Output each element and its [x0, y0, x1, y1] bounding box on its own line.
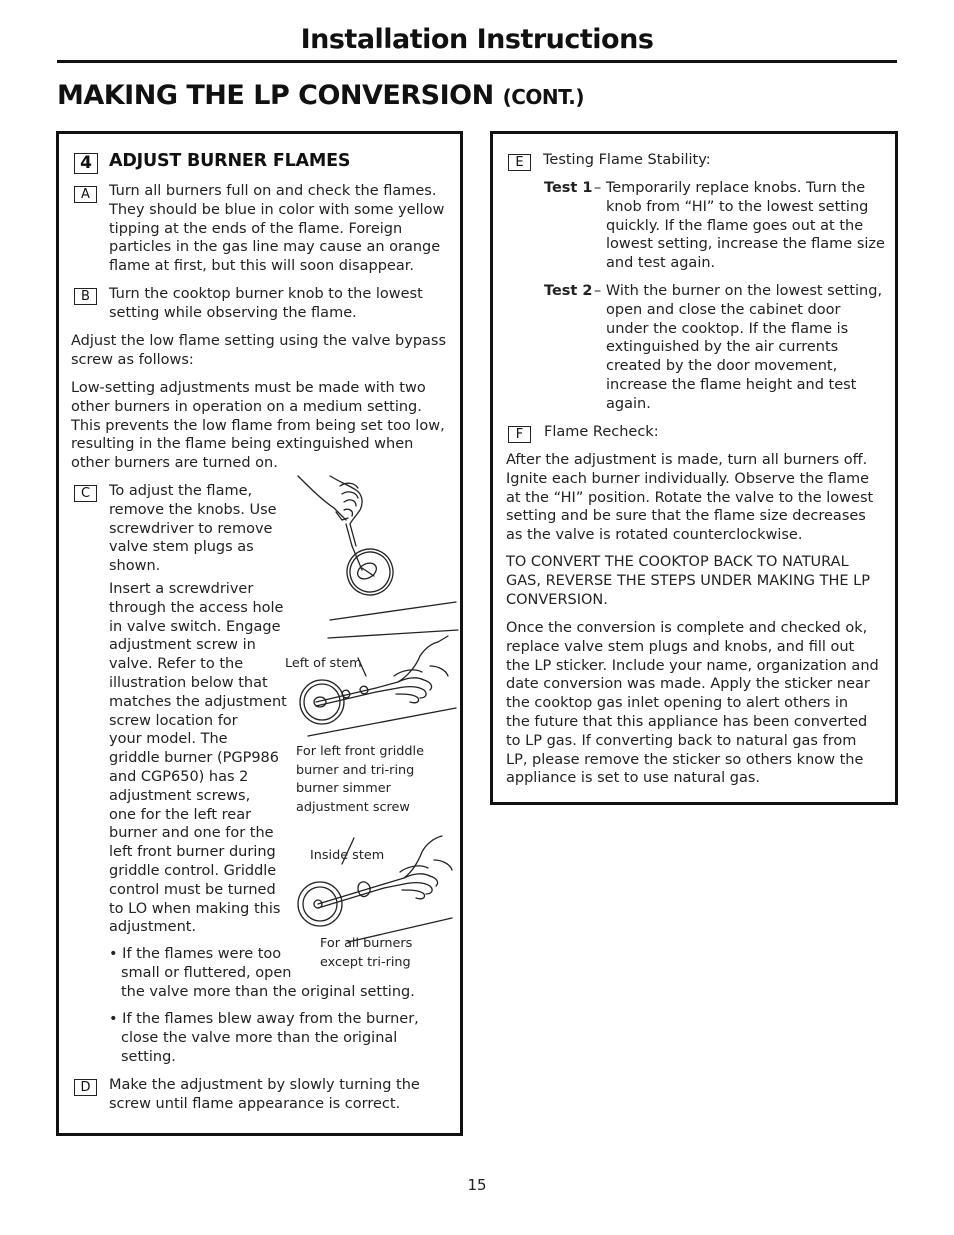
step-number-box: 4 [74, 153, 98, 174]
step-title: ADJUST BURNER FLAMES [109, 151, 351, 171]
label-inside-stem: Inside stem [310, 848, 385, 863]
bullet-flames-blew-away: • If the flames blew away from the burner, close the valve more than the original setting. [109, 1011, 419, 1065]
caption-all-burners: For all burners except tri-ring [320, 936, 413, 970]
left-of-stem-illustration [298, 636, 458, 741]
inside-stem-illustration [292, 832, 454, 944]
page-header-title: Installation Instructions [300, 24, 654, 55]
step-b-text: Turn the cooktop burner knob to the lowest setting while observing the flame. [109, 286, 423, 321]
step-label-a: A [74, 186, 97, 203]
step-label-e: E [508, 154, 531, 171]
test-2-text: – With the burner on the lowest setting, open and close the cabinet door under the cooktop. If the flame is extinguished by the air currents created by the door movement, increase the flame height and test again. [594, 283, 883, 412]
test-1-text: – Temporarily replace knobs. Turn the knob from “HI” to the lowest setting quickly. If the flame goes out at the lowest setting, increase the flame size and test again. [594, 180, 885, 272]
step-c-text-2: Insert a screwdriver through the access hole in valve switch. Engage adjustment screw in valve. Refer to the illustration below that matches the adjustment screw location for your model. The griddle burner (PGP986 and CGP650) has 2 adjustment screws, one for the left rear burner and one for the left front burner during griddle control. Griddle control must be turned to LO when making this adjustment. [109, 581, 287, 936]
step-e-text: Testing Flame Stability: [543, 152, 711, 168]
bullet-flames-too-small: • If the flames were too small or fluttered, open the valve more than the original setting. [109, 946, 415, 1000]
step-d-text: Make the adjustment by slowly turning the screw until flame appearance is correct. [109, 1077, 420, 1112]
step-label-d: D [74, 1079, 97, 1096]
section-title-main: MAKING THE LP CONVERSION [57, 80, 494, 111]
left-paragraph-2: Low-setting adjustments must be made with two other burners in operation on a medium setting. This prevents the low flame from being set too low, resulting in the flame being extinguished when other burners are turned on. [71, 380, 445, 472]
step-label-c: C [74, 485, 97, 502]
remove-plug-illustration [290, 472, 460, 622]
step-a-text: Turn all burners full on and check the flames. They should be blue in color with some yellow tipping at the ends of the flame. Foreign particles in the gas line may cause an orange flame at first, but this will soon disappear. [109, 183, 445, 275]
section-title [57, 80, 584, 111]
step-c-text-1: To adjust the flame, remove the knobs. Use screwdriver to remove valve stem plugs as shown. [109, 483, 277, 575]
test-2-label: Test 2 [544, 283, 593, 299]
right-paragraph-2: TO CONVERT THE COOKTOP BACK TO NATURAL GAS, REVERSE THE STEPS UNDER MAKING THE LP CONVERSION. [506, 554, 870, 608]
section-title-cont: (CONT.) [502, 85, 584, 109]
test-1-label: Test 1 [544, 180, 593, 196]
step-label-b: B [74, 288, 97, 305]
right-paragraph-3: Once the conversion is complete and checked ok, replace valve stem plugs and knobs, and fill out the LP sticker. Include your name, organization and date conversion was made. Apply the sticker near the cooktop gas inlet opening to alert others in the future that this appliance has been converted to LP gas. If converting back to natural gas from LP, please remove the sticker so others know the appliance is set to use natural gas. [506, 620, 879, 787]
right-paragraph-1: After the adjustment is made, turn all burners off. Ignite each burner individually. Observe the flame at the “HI” position. Rotate the valve to the lowest setting and be sure that the flame size decreases as the valve is rotated counterclockwise. [506, 452, 874, 544]
step-f-text: Flame Recheck: [544, 424, 659, 440]
label-left-of-stem: Left of stem [285, 656, 362, 671]
left-paragraph-1: Adjust the low flame setting using the valve bypass screw as follows: [71, 333, 447, 368]
step-label-f: F [508, 426, 531, 443]
page-number: 15 [467, 1176, 487, 1194]
header-divider [57, 60, 897, 63]
caption-left-front-griddle: For left front griddle burner and tri-ring burner simmer adjustment screw [296, 744, 424, 815]
